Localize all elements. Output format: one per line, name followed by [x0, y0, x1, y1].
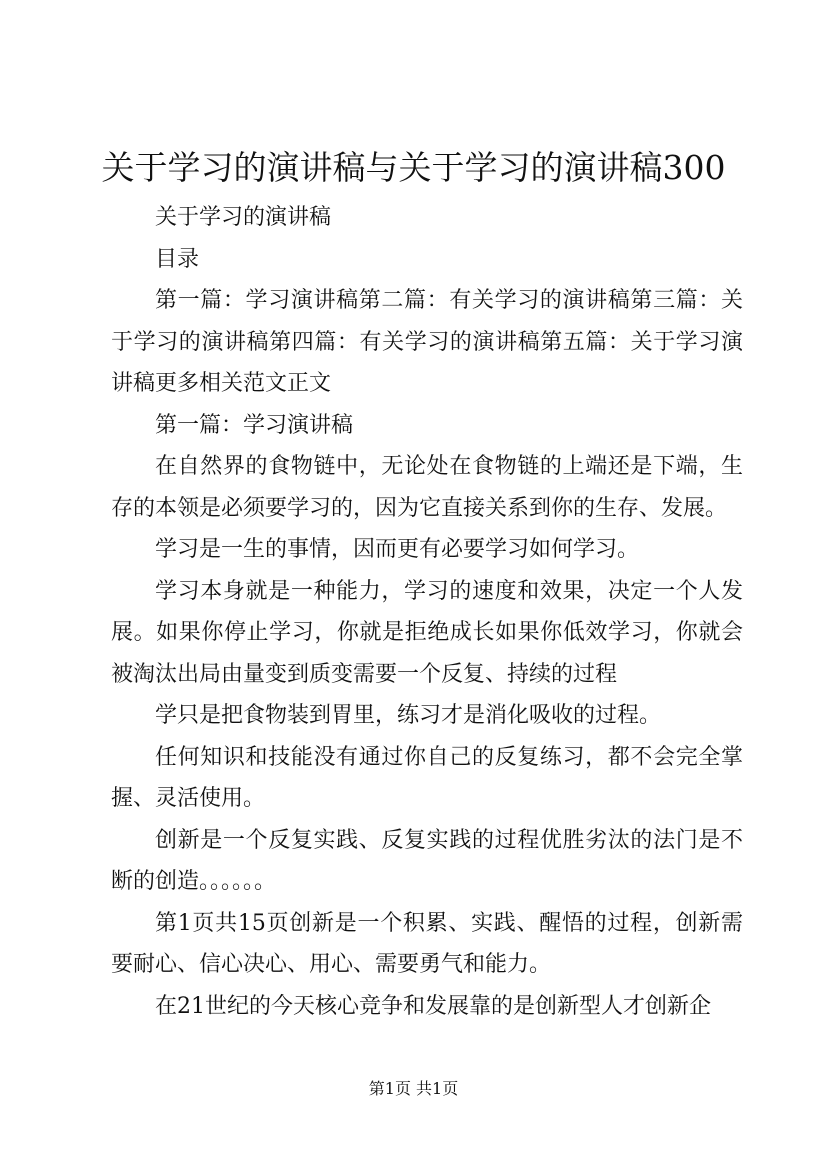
paragraph: 在自然界的食物链中，无论处在食物链的上端还是下端，生存的本领是必须要学习的，因为它直接关系到你的生存、发展。: [111, 454, 743, 521]
paragraph: 学习本身就是一种能力，学习的速度和效果，决定一个人发展。如果你停止学习，你就是拒绝成长如果你低效学习，你就会被淘汰出局由量变到质变需要一个反复、持续的过程: [111, 578, 743, 687]
document-body: [111, 197, 743, 1027]
paragraph: 第一篇：学习演讲稿第二篇：有关学习的演讲稿第三篇：关于学习的演讲稿第四篇：有关学习的演讲稿第五篇：关于学习演讲稿更多相关范文正文: [111, 288, 743, 396]
paragraph: 第一篇：学习演讲稿: [155, 412, 354, 438]
paragraph: 在21世纪的今天核心竞争和发展靠的是创新型人才创新企: [155, 993, 711, 1019]
paragraph: 第1页共15页创新是一个积累、实践、醒悟的过程，创新需要耐心、信心决心、用心、需要勇气和能力。: [111, 910, 743, 977]
paragraph: 任何知识和技能没有通过你自己的反复练习，都不会完全掌握、灵活使用。: [111, 744, 743, 811]
paragraph: 创新是一个反复实践、反复实践的过程优胜劣汰的法门是不断的创造。。。。。。: [111, 827, 743, 894]
paragraph: 目录: [155, 246, 200, 272]
page-footer: 第1页 共1页: [368, 1079, 459, 1098]
document-title: 关于学习的演讲稿与关于学习的演讲稿300: [101, 148, 726, 187]
paragraph: 学只是把食物装到胃里，练习才是消化吸收的过程。: [155, 703, 662, 728]
paragraph: 学习是一生的事情，因而更有必要学习如何学习。: [155, 537, 640, 562]
paragraph: 关于学习的演讲稿: [155, 205, 332, 230]
